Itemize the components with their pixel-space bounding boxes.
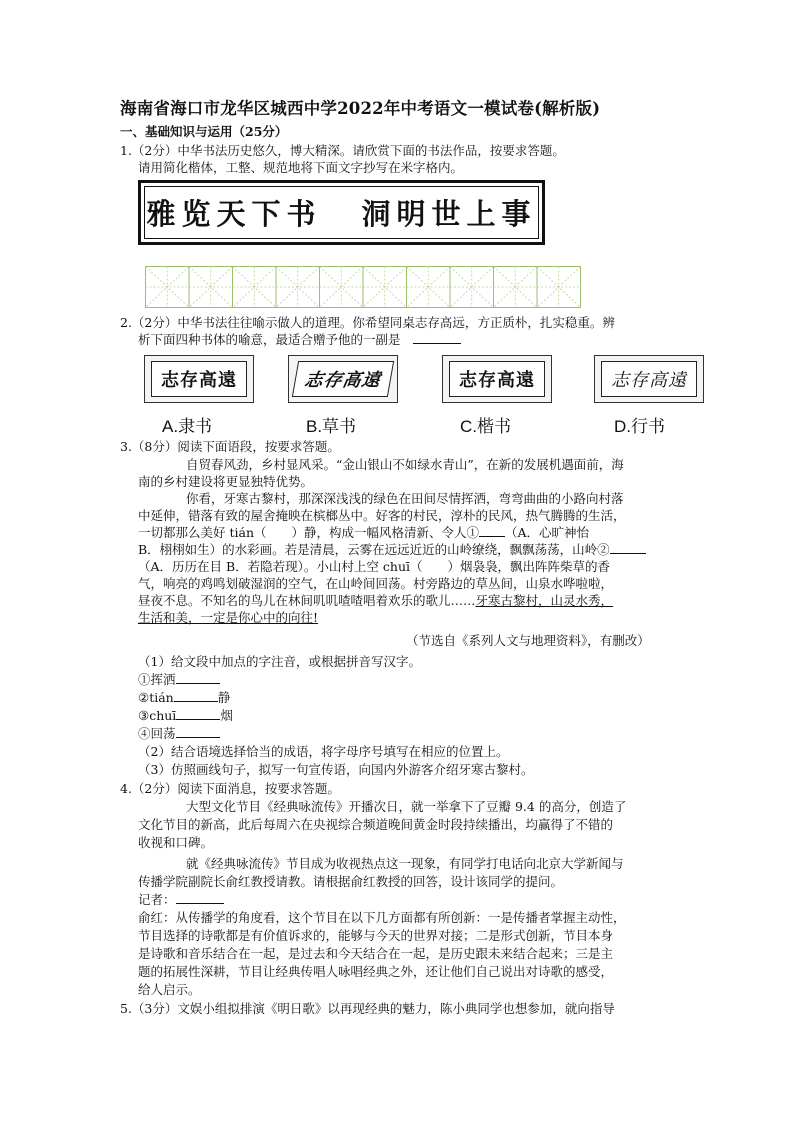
q4-answer-line2: 节目选择的诗歌都是有价值诉求的，能够与今天的世界对接；二是形式创新，节目本身: [138, 928, 614, 943]
blank-1[interactable]: [479, 524, 505, 537]
q3-underlined-2: 生活和美，一定是你心中的向往!: [138, 610, 319, 625]
q3-item1: [138, 671, 220, 688]
q3-underlined-1: 牙寒古黎村，山灵水秀，: [475, 593, 614, 608]
section-heading: 一、基础知识与运用（25分）: [120, 124, 288, 139]
calligraphy-options: [140, 355, 705, 405]
q4-p1-line1: 大型文化节目《经典咏流传》开播次日，就一举拿下了豆瓣 9.4 的高分，创造了: [186, 799, 627, 814]
q3-p2-line4: [138, 541, 646, 558]
q3-p2-line5: （A．历历在目 B．若隐若现）。小山村上空 chuī（ ）烟袅袅，飘出阵阵柴草的香: [138, 559, 611, 574]
q4-answer-line4: 题的拓展性深耕，节目让经典传唱人咏唱经典之外，还让他们自己说出对诗歌的感受，: [138, 964, 614, 979]
q4-p1-line3: 收视和口碑。: [138, 835, 214, 850]
q2-stem-2: [138, 331, 461, 348]
q3-item3: [138, 707, 233, 724]
q3-p2-line7: [138, 592, 613, 609]
option-label-b: B.草书: [306, 417, 357, 436]
q3-sub2: （2）结合语境选择恰当的成语，将字母序号填写在相应的位置上。: [138, 744, 509, 759]
reporter-label: 记者：: [138, 892, 176, 907]
q1-stem: 1.（2分）中华书法历史悠久，博大精深。请欣赏下面的书法作品，按要求答题。: [120, 143, 565, 158]
item1-blank[interactable]: [176, 671, 220, 684]
q3-p2-line6: 气，响亮的鸡鸣划破湿润的空气，在山岭间回荡。村旁路边的草丛间，山泉水哗啦啦，: [138, 576, 614, 591]
reporter-blank[interactable]: [176, 891, 224, 904]
q4-stem: 4.（2分）阅读下面消息，按要求答题。: [120, 781, 340, 796]
q3-p2-line3: [138, 524, 589, 541]
option-card-b[interactable]: [288, 355, 398, 403]
q3-item4-text: ④回荡: [138, 726, 176, 741]
option-d-image: 志存高遠: [601, 361, 697, 397]
q2-answer-blank[interactable]: [413, 331, 461, 344]
calligraphy-left: 雅览天下书: [146, 197, 322, 231]
q4-reporter: [138, 891, 224, 908]
option-card-c[interactable]: [442, 355, 552, 403]
q3-stem: 3.（8分）阅读下面语段，按要求答题。: [120, 439, 340, 454]
q5-stem: 5.（3分）文娱小组拟排演《明日歌》以再现经典的魅力，陈小典同学也想参加，就向指导: [120, 1001, 615, 1016]
q4-p2-line1: 就《经典咏流传》节目成为收视热点这一现象，有同学打电话向北京大学新闻与: [186, 856, 624, 871]
q3-p1-line2: 南的乡村建设将更显独特优势。: [138, 474, 314, 489]
calligraphy-right: 洞明世上事: [361, 197, 537, 231]
q3-p2-line3-tail: （A．心旷神怡: [505, 525, 590, 540]
q3-item4: [138, 725, 220, 742]
page-title: 海南省海口市龙华区城西中学2022年中考语文一模试卷(解析版): [120, 99, 601, 118]
mi-grid: [145, 266, 581, 308]
blank-2[interactable]: [610, 541, 646, 554]
q3-item3-text: ③chuī: [138, 708, 177, 723]
q2-stem-text: 析下面四种书体的喻意，最适合赠予他的一副是: [138, 332, 401, 347]
option-card-d[interactable]: [594, 355, 704, 403]
q3-source: （节选自《系列人文与地理资料》，有删改）: [406, 633, 650, 648]
q4-answer-line1: 俞红：从传播学的角度看，这个节目在以下几方面都有所创新：一是传播者掌握主动性，: [138, 910, 626, 925]
item4-blank[interactable]: [176, 725, 220, 738]
q4-answer-line5: 给人启示。: [138, 982, 201, 997]
q3-p2-line2: 中延伸，错落有致的屋舍掩映在槟榔丛中。好客的村民，淳朴的民风，热气腾腾的生活，: [138, 508, 626, 523]
q4-answer-line3: 是诗歌和音乐结合在一起，是过去和今天结合在一起，是历史跟未来结合起来；三是主: [138, 946, 614, 961]
q3-item2: [138, 689, 230, 706]
calligraphy-artwork: [138, 180, 545, 245]
q3-p2-line1: 你看，牙寒古黎村，那深深浅浅的绿色在田间尽情挥洒，弯弯曲曲的小路向村落: [186, 491, 624, 506]
option-card-a[interactable]: [144, 355, 254, 403]
option-label-d: D.行书: [614, 417, 665, 436]
option-a-image: 志存高遠: [151, 361, 247, 397]
option-b-image: 志存高遠: [292, 361, 394, 397]
q3-sub1: （1）给文段中加点的字注音，或根据拼音写汉字。: [138, 654, 421, 669]
q3-p1-line1: 自贸春风劲，乡村显风采。“金山银山不如绿水青山”，在新的发展机遇面前，海: [186, 457, 624, 472]
item3-blank[interactable]: [176, 707, 220, 720]
q2-stem: 2.（2分）中华书法往往喻示做人的道理。你希望同桌志存高远，方正质朴，扎实稳重。辨: [120, 315, 615, 330]
q3-item1-text: ①挥洒: [138, 672, 176, 687]
q3-p2-line4-text: B．栩栩如生）的水彩画。若是清晨，云雾在远远近近的山岭缭绕，飘飘荡荡，山岭②: [138, 542, 610, 557]
q3-sub3: （3）仿照画线句子，拟写一句宣传语，向国内外游客介绍牙寒古黎村。: [138, 762, 534, 777]
option-c-image: 志存高遠: [449, 361, 545, 397]
q4-p2-line2: 传播学院副院长俞红教授请教。请根据俞红教授的回答，设计该同学的提问。: [138, 874, 564, 889]
q3-item2-tail: 静: [217, 690, 231, 705]
q3-p2-line7-text: 昼夜不息。不知名的鸟儿在林间叽叽喳喳唱着欢乐的歌儿……: [138, 593, 476, 608]
q1-instruction: 请用简化楷体，工整、规范地将下面文字抄写在米字格内。: [138, 160, 464, 175]
q3-p2-line3-text: 一切都那么美好 tián（ ）静，构成一幅风格清新、令人①: [138, 525, 479, 540]
q3-item2-text: ②tián: [138, 690, 174, 705]
option-label-c: C.楷书: [460, 417, 511, 436]
item2-blank[interactable]: [174, 689, 218, 702]
q3-item3-tail: 烟: [220, 708, 233, 723]
option-label-a: A.隶书: [162, 417, 213, 436]
q4-p1-line2: 文化节目的新高，此后每周六在央视综合频道晚间黄金时段持续播出，均赢得了不错的: [138, 817, 614, 832]
